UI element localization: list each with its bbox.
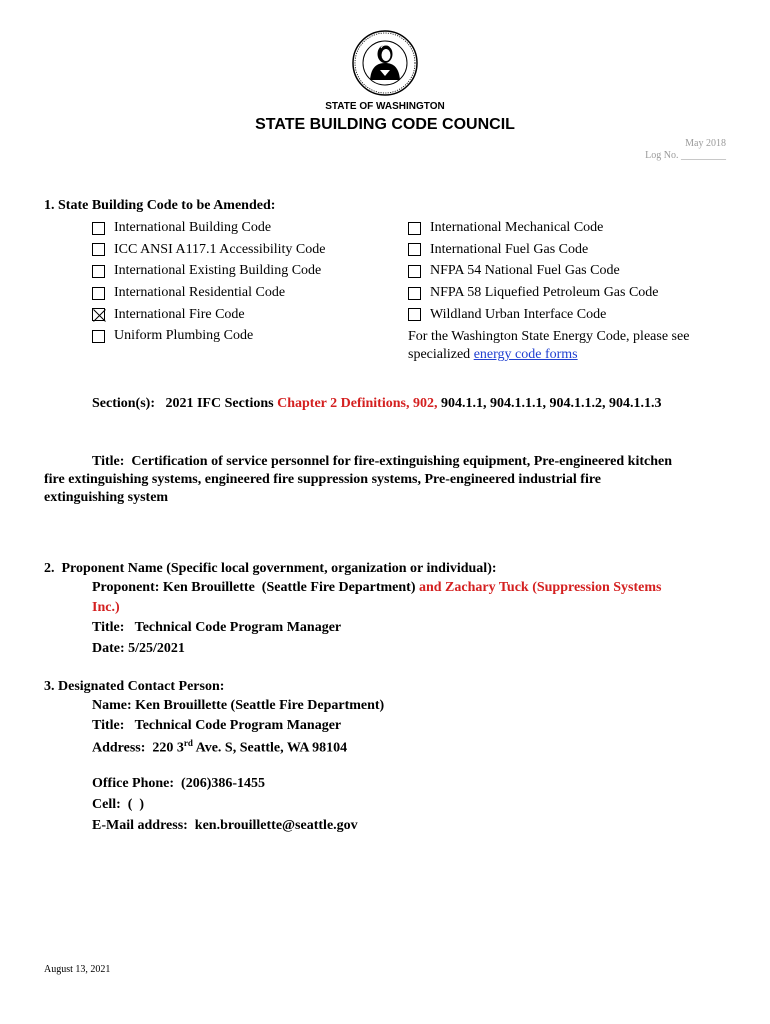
proponent-title: Title: Technical Code Program Manager (92, 620, 342, 635)
contact-address (92, 738, 347, 757)
proponent-line (92, 580, 661, 596)
section-1-heading: 1. State Building Code to be Amended: (44, 198, 276, 213)
code-option-wui[interactable] (408, 307, 659, 323)
right-code-checklist (408, 220, 659, 323)
proponent-name: Proponent: Ken Brouillette (Seattle Fire Department) (92, 580, 419, 595)
address-sup: rd (183, 738, 193, 748)
energy-code-forms-link[interactable]: energy code forms (473, 347, 578, 362)
left-code-checklist (92, 220, 325, 344)
nfpa54-checkbox[interactable] (408, 265, 421, 278)
energy-note-line-2 (408, 346, 689, 364)
footer-date: August 13, 2021 (44, 964, 111, 975)
energy-note-line-1: For the Washington State Energy Code, please see (408, 329, 690, 344)
ibc-checkbox[interactable] (92, 222, 105, 235)
code-option-imc[interactable] (408, 220, 659, 236)
sections-rest: 904.1.1, 904.1.1.1, 904.1.1.2, 904.1.1.3 (440, 396, 662, 411)
wui-checkbox[interactable] (408, 308, 421, 321)
irc-checkbox[interactable] (92, 287, 105, 300)
proponent-red-part: and Zachary Tuck (Suppression Systems (418, 580, 662, 595)
energy-note-text: specialized (408, 347, 474, 362)
section-2-heading: 2. Proponent Name (Specific local government, organization or individual): (44, 561, 497, 576)
upc-checkbox[interactable] (92, 330, 105, 343)
title-line-1: Title: Certification of service personnel for fire-extinguishing equipment, Pre-engineered kitchen (92, 454, 673, 469)
contact-title: Title: Technical Code Program Manager (92, 718, 342, 733)
code-option-iebc[interactable] (92, 263, 325, 279)
wui-label: Wildland Urban Interface Code (430, 306, 607, 322)
ansi-checkbox[interactable] (92, 243, 105, 256)
imc-label: International Mechanical Code (430, 220, 604, 235)
upc-label: Uniform Plumbing Code (114, 328, 254, 344)
state-of-washington-heading: STATE OF WASHINGTON (325, 101, 445, 112)
nfpa58-checkbox[interactable] (408, 287, 421, 300)
ibc-label: International Building Code (114, 220, 272, 235)
ifgc-label: International Fuel Gas Code (430, 241, 589, 257)
sections-line (92, 396, 661, 412)
ifc-label: International Fire Code (114, 306, 245, 322)
irc-label: International Residential Code (114, 285, 286, 301)
iebc-label: International Existing Building Code (114, 263, 322, 279)
ifc-checkbox-checked[interactable] (92, 308, 105, 321)
nfpa58-label: NFPA 58 Liquefied Petroleum Gas Code (430, 285, 659, 301)
code-option-ansi[interactable] (92, 242, 325, 258)
ansi-label: ICC ANSI A117.1 Accessibility Code (114, 241, 326, 257)
code-option-ibc[interactable] (92, 220, 325, 236)
energy-code-note (408, 328, 689, 364)
address-post: Ave. S, Seattle, WA 98104 (192, 740, 348, 756)
code-option-upc[interactable] (92, 328, 325, 344)
council-title: STATE BUILDING CODE COUNCIL (255, 116, 515, 133)
checked-x-icon (93, 309, 106, 322)
contact-email: E-Mail address: ken.brouillette@seattle.gov (92, 818, 358, 833)
contact-phone: Office Phone: (206)386-1455 (92, 776, 266, 791)
ifgc-checkbox[interactable] (408, 243, 421, 256)
title-line-2: fire extinguishing systems, engineered fire suppression systems, Pre-engineered industrial fire (44, 472, 602, 487)
title-line-3: extinguishing system (44, 490, 169, 505)
imc-checkbox[interactable] (408, 222, 421, 235)
proponent-red-line-2: Inc.) (92, 600, 120, 615)
washington-state-seal (352, 30, 418, 96)
code-option-ifc[interactable] (92, 307, 325, 323)
code-option-ifgc[interactable] (408, 242, 659, 258)
log-number: Log No. _________ (645, 150, 726, 161)
code-option-irc[interactable] (92, 285, 325, 301)
nfpa54-label: NFPA 54 National Fuel Gas Code (430, 263, 620, 279)
code-option-nfpa54[interactable] (408, 263, 659, 279)
contact-name: Name: Ken Brouillette (Seattle Fire Department) (92, 698, 385, 713)
sections-label: Section(s): 2021 IFC Sections (92, 396, 278, 411)
form-date: May 2018 (685, 138, 726, 149)
section-3-heading: 3. Designated Contact Person: (44, 679, 225, 694)
proponent-date: Date: 5/25/2021 (92, 641, 185, 656)
code-option-nfpa58[interactable] (408, 285, 659, 301)
iebc-checkbox[interactable] (92, 265, 105, 278)
sections-red-part: Chapter 2 Definitions, 902, (277, 396, 441, 411)
address-pre: Address: 220 3 (92, 740, 184, 756)
contact-cell: Cell: ( ) (92, 797, 145, 812)
